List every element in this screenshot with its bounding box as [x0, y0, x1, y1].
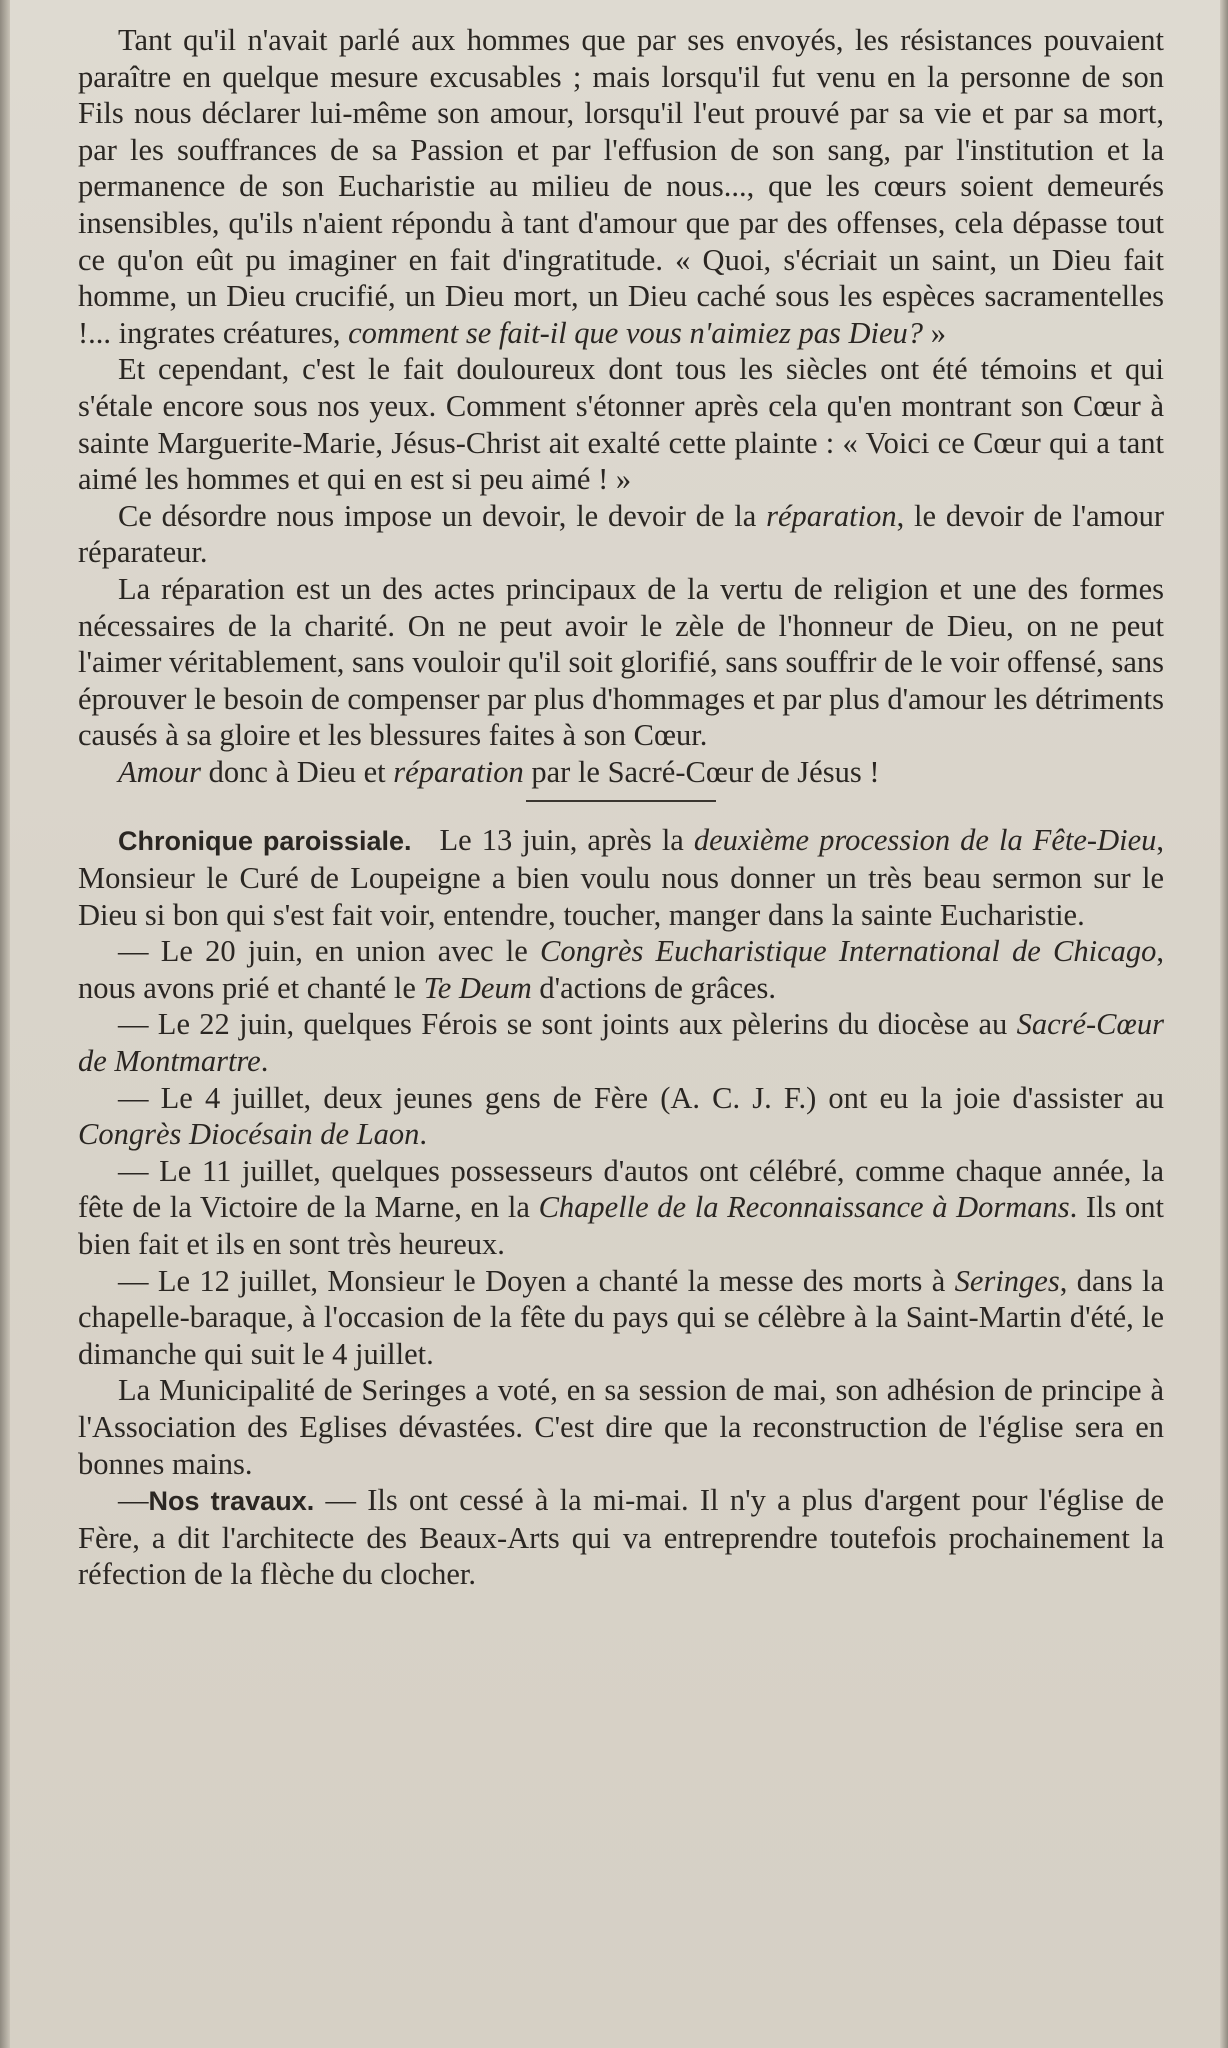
text-run: Ce désordre nous impose un devoir, le devoir de la	[118, 498, 767, 533]
chronique-first-paragraph	[78, 822, 1164, 933]
main-paragraph	[78, 754, 1164, 791]
reparation-section	[78, 22, 1164, 790]
text-run: La réparation est un des actes principaux de la vertu de religion et une des formes nécessaires de la charité. On ne peut avoir le zèle de l'honneur de Dieu, on ne peut l'aimer véritablement, sans vouloir qu'il soit glorifié, sans souffrir de le voir offensé, sans éprouver le besoin de compenser par plus d'hommages et par plus d'amour les détriments causés à sa gloire et les blessures faites à son Cœur.	[78, 571, 1164, 753]
italic-text: deuxième procession de la Fête-Dieu	[693, 823, 1157, 858]
text-run: — Le 11 juillet, quelques possesseurs d'autos ont célébré, comme chaque année, la fête de la Victoire de la Marne, en la	[78, 1153, 1164, 1225]
text-run: — Ils ont cessé à la mi-mai. Il n'y a plus d'argent pour l'église de Fère, a dit l'architecte des Beaux-Arts qui va entreprendre toutefois prochainement la réfection de la flèche du clocher.	[78, 1483, 1164, 1592]
text-run: Tant qu'il n'avait parlé aux hommes que par ses envoyés, les résistances pouvaient paraître en quelque mesure excusables ; mais lorsqu'il fut venu en la personne de son Fils nous déclarer lui-même son amour, lorsqu'il l'eut prouvé par sa vie et par sa mort, par les souffrances de sa Passion et par l'effusion de son sang, par l'institution et la permanence de son Eucharistie au milieu de nous..., que les cœurs soient demeurés insensibles, qu'ils n'aient répondu à tant d'amour que par des offenses, cela dépasse tout ce qu'on eût pu imaginer en fait d'ingratitude. « Quoi, s'écriait un saint, un Dieu fait homme, un Dieu crucifié, un Dieu mort, un Dieu caché sous les espèces sacramentelles !... ingrates créatures,	[78, 23, 1164, 350]
chronique-paragraph	[78, 1006, 1164, 1079]
chronique-paragraph	[78, 1372, 1164, 1482]
text-run: — Le 12 juillet, Monsieur le Doyen a chanté la messe des morts à	[118, 1263, 955, 1298]
bold-heading-text: Nos travaux.	[148, 1486, 315, 1517]
text-run: par le Sacré-Cœur de Jésus !	[523, 754, 880, 789]
italic-text: Congrès Diocésain de Laon	[78, 1117, 420, 1152]
page-text	[78, 22, 1164, 1593]
text-run: . Ils ont bien fait et ils en sont très heureux.	[78, 1190, 1165, 1261]
text-run: »	[923, 315, 946, 350]
text-run: , nous avons prié et chanté le	[78, 934, 1164, 1005]
text-run: — Le 20 juin, en union avec le	[118, 934, 540, 969]
text-run: donc à Dieu et	[201, 754, 394, 789]
chronique-paragraph	[78, 1153, 1164, 1263]
main-paragraph	[78, 571, 1164, 754]
chronique-title: Chronique paroissiale.	[118, 826, 412, 857]
text-run: Et cependant, c'est le fait douloureux dont tous les siècles ont été témoins et qui s'étale encore sous nos yeux. Comment s'étonner après cela qu'en montrant son Cœur à sainte Marguerite-Marie, Jésus-Christ ait exalté cette plainte : « Voici ce Cœur qui a tant aimé les hommes et qui en est si peu aimé ! »	[78, 352, 1164, 497]
text-run: —	[118, 1483, 149, 1518]
italic-text: comment se fait-il que vous n'aimiez pas Dieu?	[348, 315, 924, 350]
text-run: .	[419, 1117, 428, 1152]
main-paragraph	[78, 498, 1164, 571]
italic-text: Seringes	[954, 1263, 1060, 1298]
text-run: , le devoir de l'amour réparateur.	[78, 498, 1164, 570]
italic-text: Congrès Eucharistique International de Chicago	[539, 934, 1157, 969]
text-run: — Le 4 juillet, deux jeunes gens de Fère (A. C. J. F.) ont eu la joie d'assister au	[118, 1080, 1164, 1115]
italic-text: réparation	[393, 754, 524, 789]
section-divider	[526, 800, 716, 802]
italic-text: Amour	[118, 754, 202, 789]
text-run: — Le 22 juin, quelques Férois se sont joints aux pèlerins du diocèse au	[118, 1007, 1017, 1042]
text-run: La Municipalité de Seringes a voté, en sa session de mai, son adhésion de principe à l'Association des Eglises dévastées. C'est dire que la reconstruction de l'église sera en bonnes mains.	[78, 1373, 1164, 1481]
chronique-paragraph	[78, 1482, 1164, 1593]
text-run: Le 13 juin, après la	[439, 823, 694, 858]
text-run: , Monsieur le Curé de Loupeigne a bien voulu nous donner un très beau sermon sur le Dieu si bon qui s'est fait voir, entendre, toucher, manger dans la sainte Eucharistie.	[78, 823, 1165, 932]
chronique-paragraph	[78, 933, 1164, 1006]
italic-text: Chapelle de la Reconnaissance à Dormans	[538, 1190, 1070, 1225]
page-edge-shadow-left	[0, 0, 10, 2048]
italic-text: réparation	[766, 498, 897, 533]
italic-text: Te Deum	[423, 970, 532, 1005]
main-paragraph	[78, 22, 1164, 351]
chronique-section	[78, 822, 1164, 1592]
chronique-paragraph	[78, 1263, 1164, 1373]
italic-text: Sacré-Cœur de Montmartre	[78, 1007, 1164, 1079]
text-run: , dans la chapelle-baraque, à l'occasion de la fête du pays qui se célèbre à la Saint-Martin d'été, le dimanche qui suit le 4 juillet.	[78, 1263, 1164, 1371]
chronique-paragraph	[78, 1080, 1164, 1153]
text-run: .	[260, 1044, 269, 1079]
page-edge-shadow-right	[1220, 0, 1228, 2048]
text-run: d'actions de grâces.	[531, 970, 777, 1005]
main-paragraph	[78, 351, 1164, 497]
